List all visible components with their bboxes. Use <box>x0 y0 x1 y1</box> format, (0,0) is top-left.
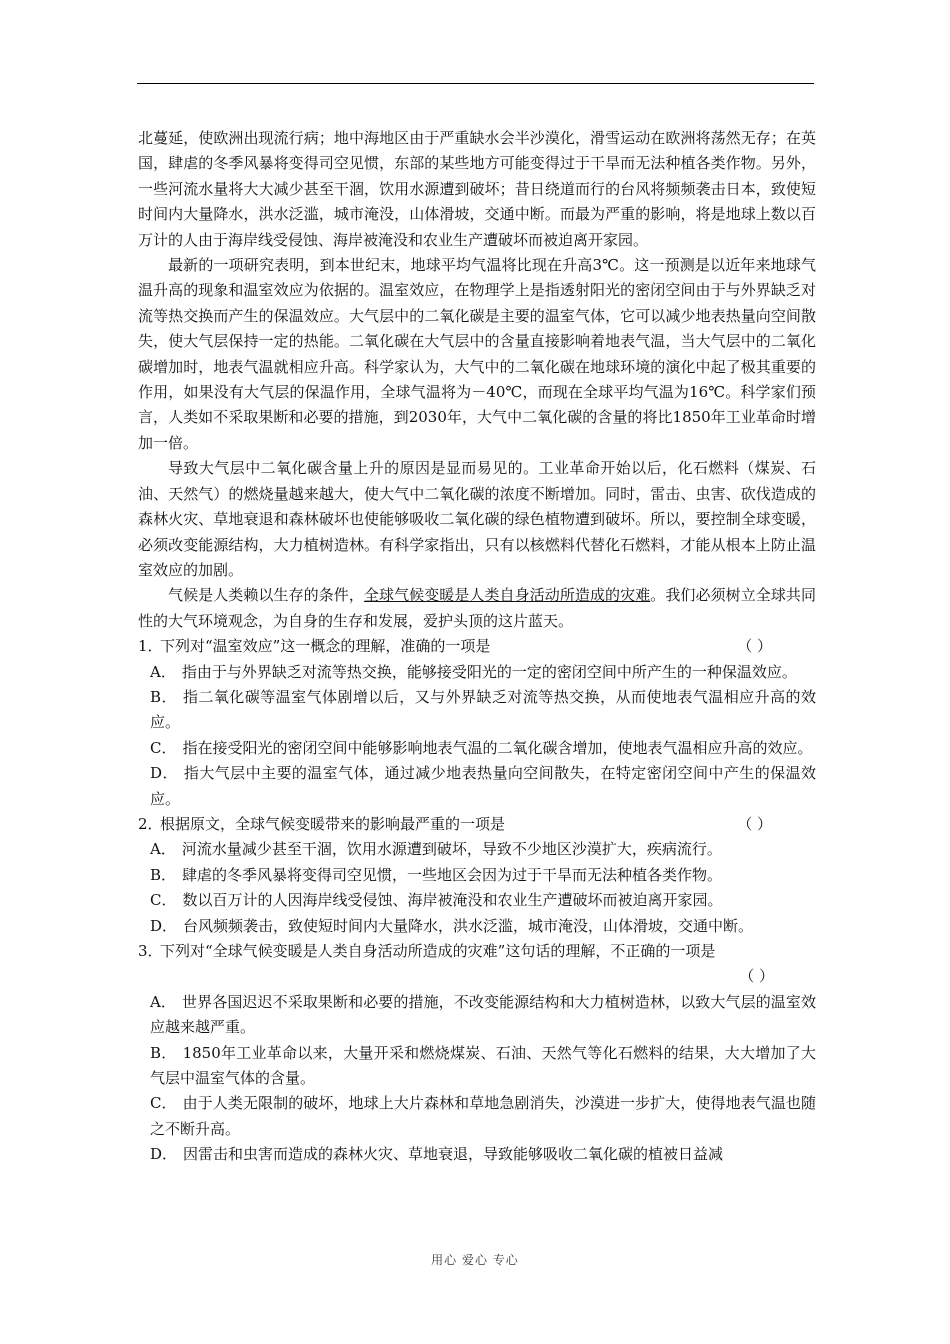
answer-blank-line <box>138 964 816 989</box>
option-text: 世界各国迟迟不采取果断和必要的措施，不改变能源结构和大力植树造林，以致大气层的温室效应越来越严重。 <box>150 992 816 1037</box>
paragraph: 北蔓延，使欧洲出现流行病；地中海地区由于严重缺水会半沙漠化，滑雪运动在欧洲将荡然无存；在英国，肆虐的冬季风暴将变得司空见惯，东部的某些地方可能变得过于干旱而无法种植各类作物。另外，一些河流水量将大大减少甚至干涸，饮用水源遭到破坏；昔日绕道而行的台风将频频袭击日本，致使短时间内大量降水，洪水泛滥，城市淹没，山体滑坡，交通中断。而最为严重的影响，将是地球上数以百万计的人由于海岸线受侵蚀、海岸被淹没和农业生产遭破坏而被迫离开家园。 <box>138 129 816 249</box>
option <box>138 863 816 888</box>
question-stem: 下列对“全球气候变暖是人类自身活动所造成的灾难”这句话的理解，不正确的一项是 <box>160 942 716 960</box>
page-footer: 用心 爱心 专心 <box>431 1253 519 1267</box>
option-label: B． <box>150 865 177 884</box>
option-label: C． <box>150 738 177 757</box>
answer-blank: （ ） <box>737 814 772 833</box>
question <box>138 634 816 659</box>
document-body <box>138 126 816 1168</box>
option-text: 1850年工业革命以来，大量开采和燃烧煤炭、石油、天然气等化石燃料的结果，大大增加了大气层中温室气体的含量。 <box>150 1043 816 1088</box>
option <box>138 1142 816 1167</box>
question <box>138 812 816 837</box>
question <box>138 939 816 964</box>
option <box>138 1091 816 1142</box>
header-rule <box>137 83 814 84</box>
option-label: A． <box>150 840 176 859</box>
option-text: 数以百万计的人因海岸线受侵蚀、海岸被淹没和农业生产遭破坏而被迫离开家园。 <box>182 891 723 910</box>
option-label: C． <box>150 891 177 910</box>
paragraph: 导致大气层中二氧化碳含量上升的原因是显而易见的。工业革命开始以后，化石燃料（煤炭、石油、天然气）的燃烧量越来越大，使大气中二氧化碳的浓度不断增加。同时，雷击、虫害、砍伐造成的森林火灾、草地衰退和森林破坏也使能够吸收二氧化碳的绿色植物遭到破坏。所以，要控制全球变暖，必须改变能源结构，大力植树造林。有科学家指出，只有以核燃料代替化石燃料，才能从根本上防止温室效应的加剧。 <box>138 459 816 579</box>
paragraph <box>138 583 816 634</box>
question-stem: 下列对“温室效应”这一概念的理解，准确的一项是 <box>160 637 491 656</box>
option-text: 指二氧化碳等温室气体剧增以后，又与外界缺乏对流等热交换，从而使地表气温相应升高的效应。 <box>150 687 816 732</box>
paragraph-text: 。我们必须树立全球共同性的大气环境观念，为自身的生存和发展，爱护头顶的这片蓝天。 <box>138 586 816 630</box>
option <box>138 761 816 812</box>
option <box>138 837 816 862</box>
option-label: B． <box>150 687 177 706</box>
option-label: D． <box>150 916 178 935</box>
option-label: D． <box>150 764 178 783</box>
option-text: 指在接受阳光的密闭空间中能够影响地表气温的二氧化碳含增加，使地表气温相应升高的效应。 <box>182 738 813 757</box>
option-label: A． <box>150 662 176 681</box>
answer-blank: （ ） <box>737 637 772 656</box>
option-label: D． <box>150 1145 178 1164</box>
option-label: C． <box>150 1094 177 1113</box>
option-text: 因雷击和虫害而造成的森林火灾、草地衰退，导致能够吸收二氧化碳的植被日益减 <box>183 1145 724 1164</box>
option-text: 台风频频袭击，致使短时间内大量降水，洪水泛滥，城市淹没，山体滑坡，交通中断。 <box>183 916 754 935</box>
option-text: 指大气层中主要的温室气体，通过减少地表热量向空间散失，在特定密闭空间中产生的保温效应。 <box>150 764 816 808</box>
option-text: 由于人类无限制的破坏，地球上大片森林和草地急剧消失，沙漠进一步扩大，使得地表气温也随之不断升高。 <box>150 1094 816 1138</box>
option <box>138 685 816 736</box>
option <box>138 914 816 939</box>
underlined-sentence: 全球气候变暖是人类自身活动所造成的灾难 <box>363 586 651 605</box>
answer-blank: （ ） <box>739 967 774 986</box>
paragraph: 最新的一项研究表明，到本世纪末，地球平均气温将比现在升高3℃。这一预测是以近年来地球气温升高的现象和温室效应为依据的。温室效应，在物理学上是指透射阳光的密闭空间由于与外界缺乏对流等热交换而产生的保温效应。大气层中的二氧化碳是主要的温室气体，它可以减少地表热量向空间散失，使大气层保持一定的热能。二氧化碳在大气层中的含量直接影响着地表气温，当大气层中的二氧化碳增加时，地表气温就相应升高。科学家认为，大气中的二氧化碳在地球环境的演化中起了极其重要的作用，如果没有大气层的保温作用，全球气温将为－40℃，而现在全球平均气温为16℃。科学家们预言，人类如不采取果断和必要的措施，到2030年，大气中二氧化碳的含量的将比1850年工业革命时增加一倍。 <box>138 256 816 452</box>
option <box>138 990 816 1041</box>
option-text: 河流水量减少甚至干涸，饮用水源遭到破坏，导致不少地区沙漠扩大，疾病流行。 <box>181 840 722 859</box>
option <box>138 736 816 761</box>
question-number: 2． <box>138 814 163 833</box>
option-text: 指由于与外界缺乏对流等热交换，能够接受阳光的一定的密闭空间中所产生的一种保温效应。 <box>181 662 797 681</box>
option-label: A． <box>150 992 177 1011</box>
option-label: B． <box>150 1043 177 1062</box>
question-number: 3． <box>138 942 163 960</box>
option <box>138 1041 816 1092</box>
option-text: 肆虐的冬季风暴将变得司空见惯，一些地区会因为过于干旱而无法种植各类作物。 <box>182 865 723 884</box>
paragraph-text: 气候是人类赖以生存的条件， <box>168 586 364 605</box>
option <box>138 660 816 685</box>
question-number: 1． <box>138 637 163 656</box>
question-stem: 根据原文，全球气候变暖带来的影响最严重的一项是 <box>160 814 506 833</box>
option <box>138 888 816 913</box>
